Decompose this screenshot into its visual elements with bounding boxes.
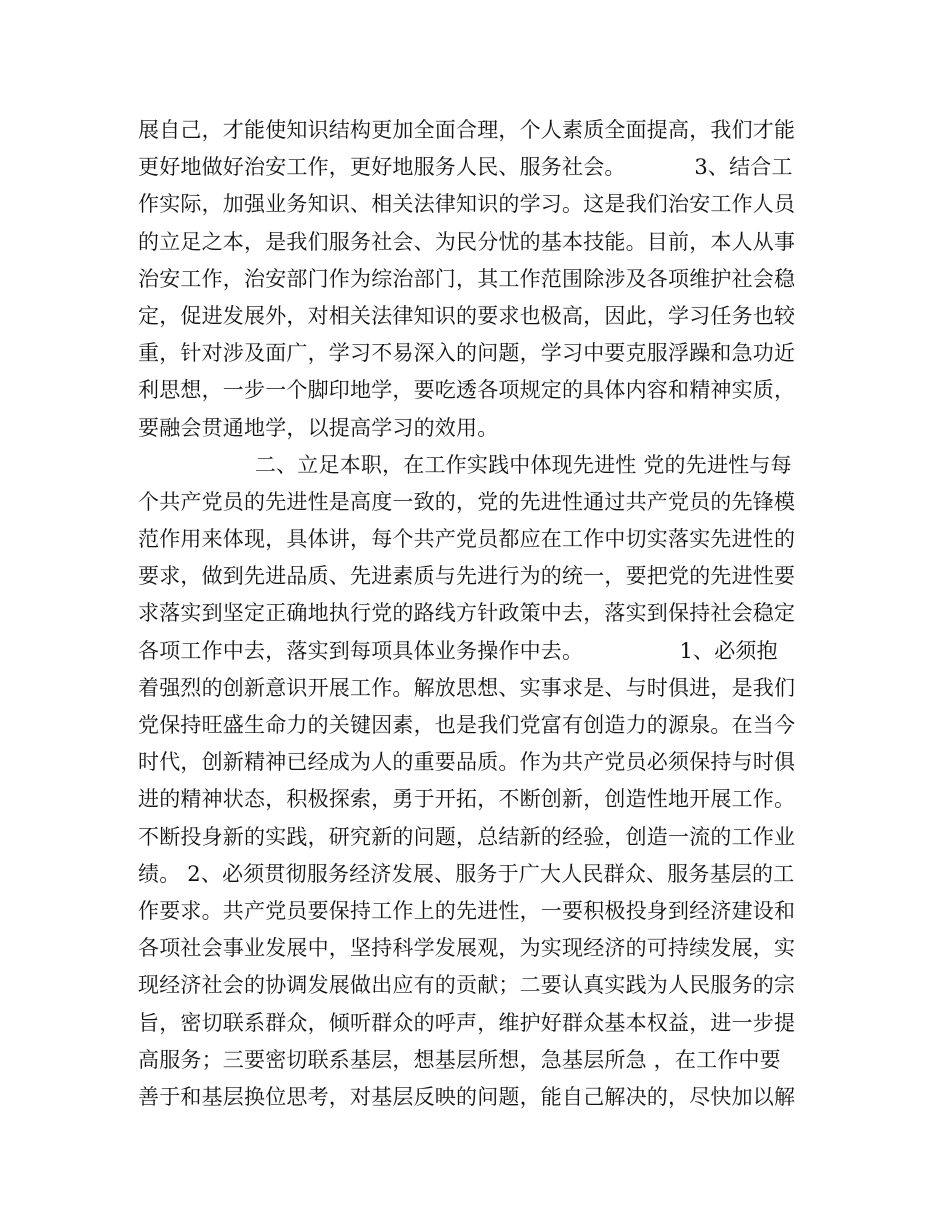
text-line: 高服务；三要密切联系基层，想基层所想，急基层所急 ，在工作中要	[138, 1047, 781, 1072]
text-line: 作实际，加强业务知识、相关法律知识的学习。这是我们治安工作人员	[138, 192, 796, 217]
text-line: 范作用来体现，具体讲，每个共产党员都应在工作中切实落实先进性的	[138, 527, 796, 552]
body-text	[138, 112, 814, 1116]
text-line: 治安工作，治安部门作为综治部门，其工作范围除涉及各项维护社会稳	[138, 266, 796, 291]
text-line: 要融会贯通地学，以提高学习的效用。	[138, 415, 499, 440]
text-line: 不断投身新的实践，研究新的问题，总结新的经验，创造一流的工作业	[138, 824, 796, 849]
text-line: 展自己，才能使知识结构更加全面合理，个人素质全面提高，我们才能	[138, 118, 796, 142]
text-line: 二、立足本职，在工作实践中体现先进性 党的先进性与每	[138, 452, 792, 477]
text-line: 进的精神状态，积极探索，勇于开拓，不断创新，创造性地开展工作。	[138, 787, 796, 812]
text-line: 利思想，一步一个脚印地学，要吃透各项规定的具体内容和精神实质，	[138, 378, 796, 403]
text-line: 绩。 2、必须贯彻服务经济发展、服务于广大人民群众、服务基层的工	[138, 861, 795, 886]
text-line: 各项社会事业发展中，坚持科学发展观，为实现经济的可持续发展，实	[138, 936, 796, 961]
text-line: 善于和基层换位思考，对基层反映的问题，能自己解决的，尽快加以解	[138, 1084, 796, 1109]
text-line: 个共产党员的先进性是高度一致的，党的先进性通过共产党员的先锋模	[138, 489, 796, 514]
text-line: 重，针对涉及面广，学习不易深入的问题，学习中要克服浮躁和急功近	[138, 341, 796, 366]
text-line: 要求，做到先进品质、先进素质与先进行为的统一，要把党的先进性要	[138, 564, 796, 589]
text-line: 作要求。共产党员要保持工作上的先进性，一要积极投身到经济建设和	[138, 898, 796, 923]
text-line: 定，促进发展外，对相关法律知识的要求也极高，因此，学习任务也较	[138, 303, 796, 328]
text-line: 更好地做好治安工作，更好地服务人民、服务社会。 3、结合工	[138, 155, 793, 180]
text-line: 求落实到坚定正确地执行党的路线方针政策中去，落实到保持社会稳定	[138, 601, 796, 626]
text-line: 时代，创新精神已经成为人的重要品质。作为共产党员必须保持与时俱	[138, 750, 796, 775]
text-line: 着强烈的创新意识开展工作。解放思想、实事求是、与时俱进，是我们	[138, 675, 796, 700]
text-line: 的立足之本，是我们服务社会、为民分忧的基本技能。目前，本人从事	[138, 229, 796, 254]
text-line: 旨，密切联系群众，倾听群众的呼声，维护好群众基本权益，进一步提	[138, 1010, 796, 1035]
text-line: 现经济社会的协调发展做出应有的贡献；二要认真实践为人民服务的宗	[138, 973, 796, 998]
text-line: 各项工作中去，落实到每项具体业务操作中去。 1、必须抱	[138, 638, 778, 663]
text-line: 党保持旺盛生命力的关键因素，也是我们党富有创造力的源泉。在当今	[138, 713, 796, 737]
